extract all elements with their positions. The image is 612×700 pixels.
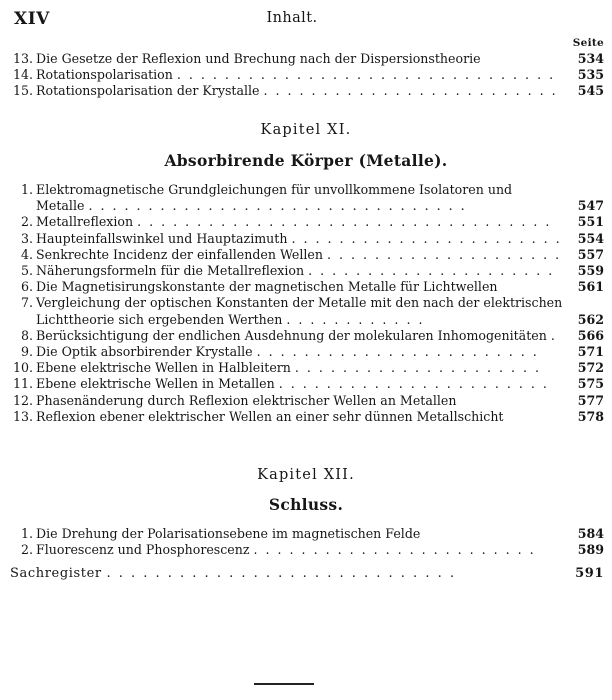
toc-entry: [10, 67, 604, 83]
seite-column-label: Seite: [572, 37, 604, 49]
toc-entry: [10, 295, 604, 327]
entry-title: Haupteinfallswinkel und Hauptazimuth: [36, 230, 288, 246]
dot-leader: . . . . . . . . . . . . . . . . . . . . . . .: [278, 376, 549, 392]
entry-page-number: 535: [577, 67, 604, 83]
chapter-xii-entries: [10, 526, 604, 558]
toc-entry: [10, 376, 604, 392]
toc-entry: [10, 526, 604, 542]
entry-page-number: 577: [577, 392, 604, 408]
toc-entry: [10, 182, 604, 214]
entry-page-number: 534: [577, 51, 604, 66]
dot-leader: . . . . . . . . . . . . . . . . . . . . . . .: [291, 230, 562, 246]
toc-entry: [10, 263, 604, 279]
entry-number: 13.: [12, 51, 33, 66]
toc-entry: [10, 247, 604, 263]
toc-entry: [10, 393, 604, 409]
chapter-xii-label: Kapitel XII.: [257, 467, 355, 483]
entry-title: Reflexion ebener elektrischer Wellen an einer sehr dünnen Metallschicht: [36, 408, 504, 424]
entry-title: Die Optik absorbirender Krystalle: [36, 344, 253, 360]
toc-entry: [10, 214, 604, 230]
toc-entry: [10, 409, 604, 425]
entry-number: 15.: [12, 83, 33, 99]
sachregister-entry: [10, 566, 604, 582]
entry-page-number: 559: [577, 263, 604, 279]
entry-number: 2.: [20, 542, 33, 558]
entry-page-number: 562: [577, 311, 604, 327]
entry-number: 2.: [20, 214, 33, 230]
entry-number: 6.: [20, 279, 33, 295]
dot-leader: . . . . . . . . . . . . . . . . . . . . . . . . . . . . .: [106, 566, 456, 581]
chapter-xi-entries: [10, 182, 604, 425]
entry-page-number: 584: [577, 526, 604, 541]
entry-title: Näherungsformeln für die Metallreflexion: [36, 263, 305, 279]
entry-page-number: 589: [577, 542, 604, 558]
dot-leader: . . . . . . . . . . . . . . . . . . . . . . . . . . . . . . . .: [176, 67, 556, 83]
entry-page-number: 545: [577, 83, 604, 99]
dot-leader: . . . . . . . . . . . .: [286, 311, 425, 327]
entry-number: 3.: [20, 230, 33, 246]
entry-number: 1.: [20, 182, 33, 197]
toc-entry: [10, 328, 604, 344]
entry-number: 9.: [20, 344, 33, 360]
register-title: Sachregister: [10, 566, 102, 581]
entry-title: Vergleichung der optischen Konstanten der Metalle mit den nach der elektrischen Lichttheorie sich ergebenden Werthen: [36, 295, 563, 327]
previous-chapter-entries: [10, 51, 604, 100]
entry-page-number: 572: [577, 360, 604, 376]
chapter-xi-title: Absorbirende Körper (Metalle).: [164, 151, 448, 170]
entry-page-number: 551: [577, 214, 604, 230]
dot-leader: . . . . . . . . . . . . . . . . . . . .: [326, 246, 562, 262]
entry-number: 7.: [20, 295, 33, 311]
page-heading: Inhalt.: [266, 10, 318, 26]
entry-title: Die Magnetisirungskonstante der magnetischen Metalle für Lichtwellen: [36, 279, 498, 295]
entry-title: Senkrechte Incidenz der einfallenden Wellen: [36, 246, 323, 262]
entry-page-number: 578: [577, 408, 604, 424]
toc-entry: [10, 542, 604, 558]
entry-page-number: 566: [577, 327, 604, 343]
dot-leader: . . . . . . . . . . . . . . . . . . . . . . . . .: [263, 83, 558, 99]
entry-number: 13.: [12, 408, 33, 424]
entry-number: 14.: [12, 67, 33, 83]
toc-entry: [10, 231, 604, 247]
entry-title: Ebene elektrische Wellen in Metallen: [36, 376, 275, 392]
dot-leader: .: [550, 327, 557, 343]
dot-leader: . . . . . . . . . . . . . . . . . . . . .: [308, 263, 555, 279]
entry-title: Fluorescenz und Phosphorescenz: [36, 542, 250, 558]
chapter-xi-label: Kapitel XI.: [260, 122, 352, 138]
entry-number: 1.: [20, 526, 33, 541]
entry-number: 4.: [20, 246, 33, 262]
page-number: XIV: [14, 9, 50, 29]
toc-entry: [10, 360, 604, 376]
entry-title: Ebene elektrische Wellen in Halbleitern: [36, 360, 291, 376]
dot-leader: . . . . . . . . . . . . . . . . . . . . . . . . . . . . . . . . . . .: [137, 214, 552, 230]
entry-page-number: 571: [577, 344, 604, 360]
entry-number: 12.: [12, 392, 33, 408]
entry-page-number: 575: [577, 376, 604, 392]
entry-page-number: 557: [577, 246, 604, 262]
entry-title: Rotationspolarisation: [36, 67, 173, 83]
entry-page-number: 547: [577, 198, 604, 214]
entry-number: 8.: [20, 327, 33, 343]
entry-title: Elektromagnetische Grundgleichungen für unvollkommene Isolatoren und Metalle: [36, 182, 513, 214]
entry-number: 5.: [20, 263, 33, 279]
chapter-xii-title: Schluss.: [268, 495, 344, 514]
entry-page-number: 561: [577, 279, 604, 295]
entry-title: Die Drehung der Polarisationsebene im magnetischen Felde: [36, 526, 421, 541]
entry-page-number: 554: [577, 230, 604, 246]
toc-entry: [10, 83, 604, 99]
register-page-number: 591: [575, 566, 604, 581]
entry-number: 10.: [12, 360, 33, 376]
dot-leader: . . . . . . . . . . . . . . . . . . . . . . . .: [256, 344, 539, 360]
dot-leader: . . . . . . . . . . . . . . . . . . . . . . . .: [253, 542, 536, 558]
toc-entry: [10, 344, 604, 360]
bottom-rule: [254, 683, 314, 685]
running-head: [14, 9, 570, 31]
toc-entry: [10, 279, 604, 295]
entry-number: 11.: [12, 376, 33, 392]
entry-title: Phasenänderung durch Reflexion elektrischer Wellen an Metallen: [36, 392, 457, 408]
dot-leader: . . . . . . . . . . . . . . . . . . . . .: [294, 360, 542, 376]
entry-title: Metallreflexion: [36, 214, 134, 230]
dot-leader: . . . . . . . . . . . . . . . . . . . . . . . . . . . . . . . .: [88, 198, 467, 214]
entry-title: Die Gesetze der Reflexion und Brechung nach der Dispersionstheorie: [36, 51, 481, 66]
toc-entry: [10, 51, 604, 67]
entry-title: Berücksichtigung der endlichen Ausdehnung der molekularen Inhomogenitäten: [36, 327, 547, 343]
entry-title: Rotationspolarisation der Krystalle: [36, 83, 260, 99]
